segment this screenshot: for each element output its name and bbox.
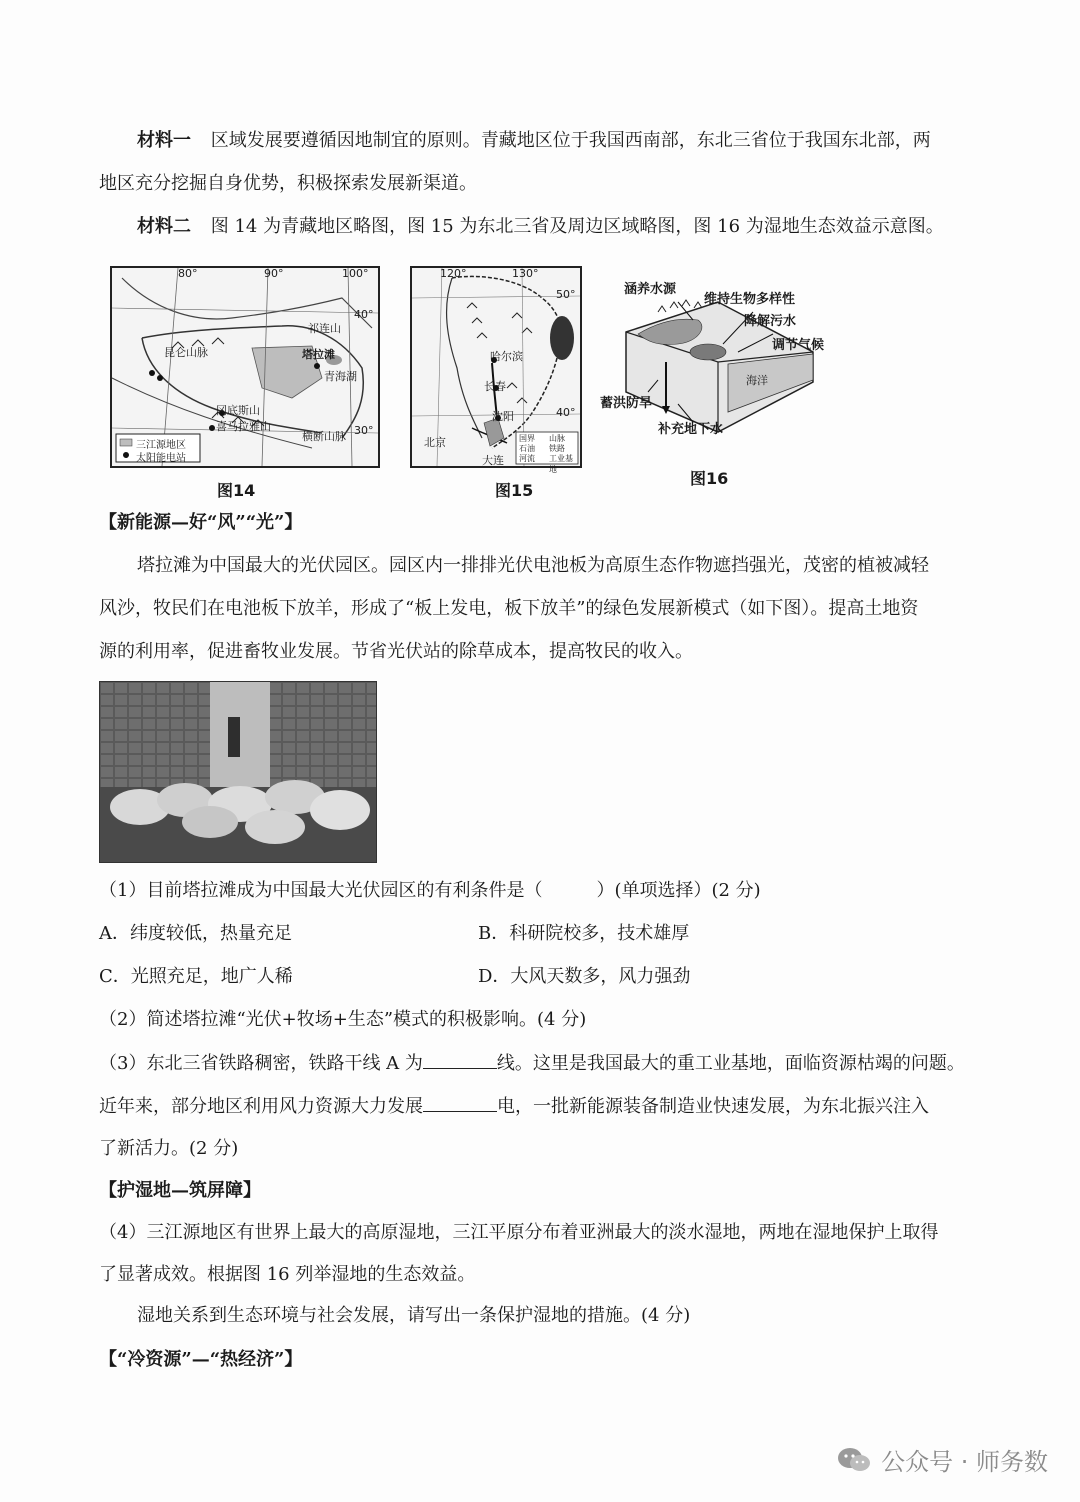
material1-label: 材料一	[137, 130, 191, 151]
material1-line1	[137, 128, 931, 154]
fig14-lat-40: 40°	[354, 308, 374, 321]
fig15-lat-50: 50°	[556, 288, 576, 301]
q1-option-b[interactable]: B．科研院校多，技术雄厚	[478, 923, 690, 944]
fig14-lat-30: 30°	[354, 424, 374, 437]
material2-label: 材料二	[137, 216, 191, 237]
section1-para-line1: 塔拉滩为中国最大的光伏园区。园区内一排排光伏电池板为高原生态作物遮挡强光，茂密的植被减轻	[137, 555, 929, 576]
fig16-label-water-conservation: 涵养水源	[624, 282, 677, 297]
question-4-line3: 湿地关系到生态环境与社会发展，请写出一条保护湿地的措施。(4 分)	[137, 1305, 691, 1326]
fig15-label-shenyang: 沈阳	[492, 410, 514, 423]
fig14-legend-sanjiangyuan: 三江源地区	[136, 440, 186, 451]
q1-option-c[interactable]: C．光照充足，地广人稀	[99, 966, 293, 987]
figure-15-map	[410, 266, 582, 474]
fig14-label-talatan: 塔拉滩	[302, 348, 335, 361]
fig14-lon-90: 90°	[264, 267, 284, 280]
fig15-legend-railway: 铁路	[549, 444, 565, 453]
material2-text: 图 14 为青藏地区略图，图 15 为东北三省及周边区域略图，图 16 为湿地生态效益示意图。	[210, 216, 944, 237]
sheep-solar-photo-drawing	[100, 682, 376, 862]
question-3-line2	[99, 1093, 929, 1120]
q1-option-a[interactable]: A．纬度较低，热量充足	[99, 923, 292, 944]
fig14-label-qilian: 祁连山	[308, 322, 341, 335]
question-2-stem: （2）简述塔拉滩“光伏+牧场+生态”模式的积极影响。(4 分)	[99, 1009, 587, 1030]
q3-line1-part-a: （3）东北三省铁路稠密，铁路干线 A 为	[99, 1053, 423, 1074]
fig14-label-hengduan: 横断山脉	[302, 430, 346, 443]
q1-option-d[interactable]: D．大风天数多，风力强劲	[478, 966, 691, 987]
fig16-label-flood: 蓄洪防旱	[600, 396, 653, 411]
fig14-lon-80: 80°	[178, 267, 198, 280]
question-1-stem: （1）目前塔拉滩成为中国最大光伏园区的有利条件是（ ）(单项选择）(2 分)	[99, 880, 761, 901]
q3-line2-part-b: 电，一批新能源装备制造业快速发展，为东北振兴注入	[497, 1096, 929, 1117]
watermark-text: 公众号 · 师务数	[881, 1448, 1048, 1476]
fig16-label-ocean: 海洋	[746, 374, 768, 387]
fig14-caption: 图14	[217, 481, 256, 500]
q3-blank-power[interactable]	[423, 1093, 497, 1112]
question-3-line1	[99, 1050, 965, 1077]
fig15-label-dalian: 大连	[482, 454, 504, 467]
q3-line1-part-b: 线。这里是我国最大的重工业基地，面临资源枯竭的问题。	[496, 1053, 965, 1074]
section-new-energy-title: 【新能源—好“风”“光”】	[99, 512, 303, 533]
section1-para-line2: 风沙，牧民们在电池板下放羊，形成了“板上发电，板下放羊”的绿色发展新模式（如下图）。提高土地资	[99, 598, 919, 619]
material1-line2: 地区充分挖掘自身优势，积极探索发展新渠道。	[99, 173, 477, 194]
question-3-line3: 了新活力。(2 分)	[99, 1138, 239, 1159]
figure-16-diagram	[598, 272, 838, 442]
fig16-label-climate: 调节气候	[772, 338, 825, 353]
section1-para-line3: 源的利用率，促进畜牧业发展。节省光伏站的除草成本，提高牧民的收入。	[99, 641, 693, 662]
fig16-label-purify-sewage: 降解污水	[744, 314, 797, 329]
fig16-label-biodiversity: 维持生物多样性	[704, 292, 796, 307]
fig15-label-beijing: 北京	[424, 436, 446, 449]
fig15-caption: 图15	[495, 481, 534, 500]
fig15-legend-border: 国界	[519, 434, 535, 443]
fig16-label-groundwater: 补充地下水	[658, 422, 724, 437]
fig15-label-changchun: 长春	[484, 380, 506, 393]
section-cold-resource-title: 【“冷资源”—“热经济”】	[99, 1349, 303, 1370]
photo-sheep-under-solar-panels	[99, 681, 377, 863]
section-wetland-title: 【护湿地—筑屏障】	[99, 1180, 261, 1201]
fig15-legend-mountain: 山脉	[549, 434, 565, 443]
q3-blank-railway[interactable]	[423, 1050, 497, 1069]
material1-text1: 区域发展要遵循因地制宜的原则。青藏地区位于我国西南部，东北三省位于我国东北部，两	[210, 130, 931, 151]
question-4-line1: （4）三江源地区有世界上最大的高原湿地，三江平原分布着亚洲最大的淡水湿地，两地在湿地保护上取得	[99, 1222, 939, 1243]
watermark	[837, 1442, 1048, 1477]
fig14-legend-solar: 太阳能电站	[136, 453, 186, 464]
question-4-line2: 了显著成效。根据图 16 列举湿地的生态效益。	[99, 1264, 476, 1285]
wechat-icon	[837, 1446, 871, 1474]
fig15-legend-river: 河流	[519, 454, 535, 463]
fig15-lat-40: 40°	[556, 406, 576, 419]
fig14-label-kunlun: 昆仑山脉	[164, 346, 208, 359]
fig14-label-qinghai-lake: 青海湖	[324, 370, 357, 383]
figure-14-map	[110, 266, 380, 468]
fig14-lon-100: 100°	[342, 267, 369, 280]
fig15-legend-oil: 石油	[519, 444, 535, 453]
fig15-label-harbin: 哈尔滨	[490, 350, 523, 363]
fig14-label-himalaya: 喜马拉雅山	[216, 420, 271, 433]
fig15-lon-130: 130°	[512, 267, 539, 280]
fig15-legend-industrial: 工业基地	[549, 454, 573, 474]
q3-line2-part-a: 近年来，部分地区利用风力资源大力发展	[99, 1096, 423, 1117]
fig16-caption: 图16	[690, 469, 729, 488]
material2-line	[137, 214, 944, 240]
fig15-lon-120: 120°	[440, 267, 467, 280]
fig14-label-gangdise: 冈底斯山	[216, 404, 260, 417]
